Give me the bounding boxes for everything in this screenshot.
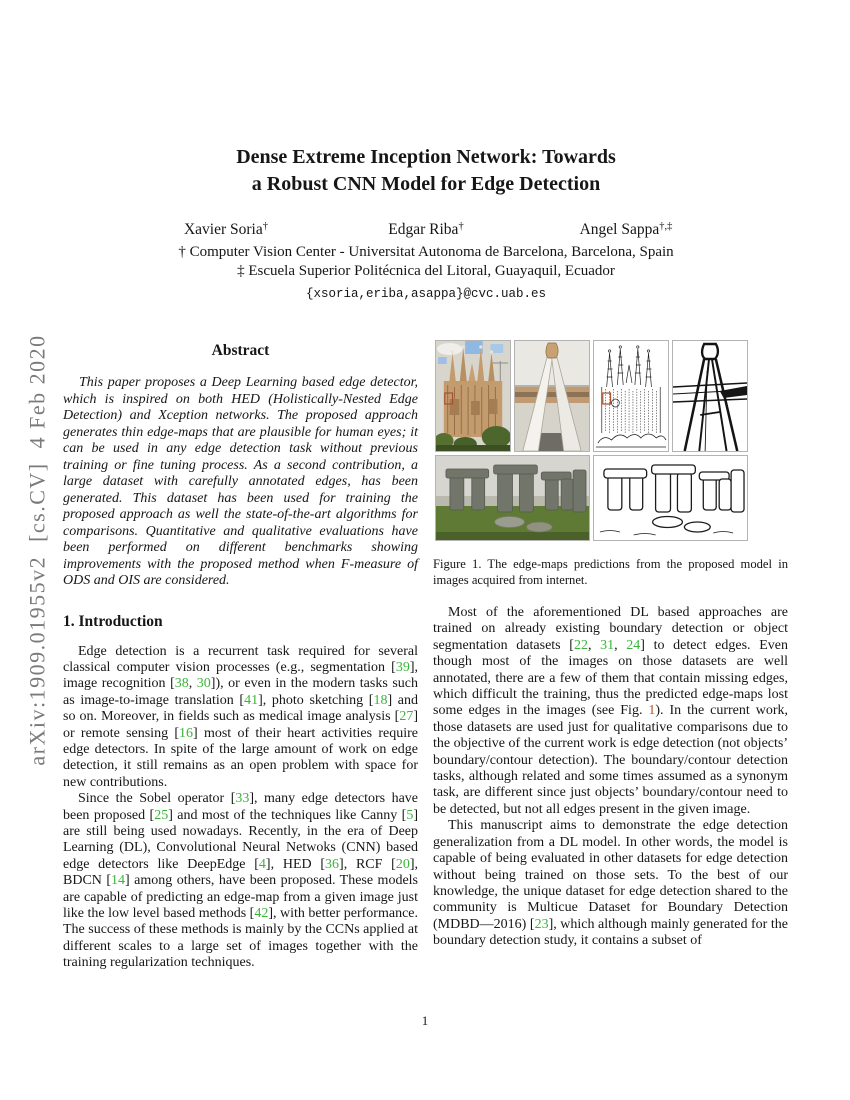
citation-link[interactable]: 18 <box>373 692 388 708</box>
citation-link[interactable]: 16 <box>179 725 194 741</box>
affiliation-1: † Computer Vision Center - Universitat Autonoma de Barcelona, Barcelona, Spain <box>178 244 674 260</box>
author-1 <box>126 221 326 239</box>
monument-edge-map <box>672 340 748 452</box>
right-column <box>433 340 788 972</box>
author-1-affil-mark: † <box>262 221 268 232</box>
author-3-name: Angel Sappa <box>579 221 660 238</box>
citation-link[interactable]: 22 <box>573 637 588 653</box>
body-paragraph-manuscript-aim: This manuscript aims to demonstrate the edge detection generalization from a DL model. In other words, the model is capable of being evaluated in other datasets for edge detection without being trained on those sets. To the best of our knowledge, the unique dataset for edge detection shared to the community is Multicue Dataset for Boundary Detection (MDBD—2016) [23], which although mainly generated for the boundary detection study, it contains a subset of <box>433 818 788 949</box>
affiliation-2: ‡ Escuela Superior Politécnica del Litoral, Guayaquil, Ecuador <box>237 262 615 279</box>
affiliations <box>63 243 789 280</box>
right-column-text <box>433 605 788 950</box>
citation-link[interactable]: 30 <box>196 676 211 692</box>
author-3-affil-mark: †,‡ <box>659 221 673 232</box>
author-3 <box>526 221 726 239</box>
abstract-heading: Abstract <box>211 342 270 359</box>
author-2 <box>326 221 526 239</box>
abstract-text: This paper proposes a Deep Learning based edge detector, which is inspired on both HED (Holistically-Nested Edge Detection) and Xception networks. The proposed approach generates thin edge-maps that are plausible for human eyes; it can be used in any edge detection task without previous training or fine tuning process. As a second contribution, a large dataset with carefully annotated edges, has been generated. This dataset has been used for training the proposed approach as well the state-of-the-art algorithms for comparisons. Quantitative and qualitative evaluations have been performed on different benchmarks showing improvements with the proposed method when F-measure of ODS and OIS are considered. <box>63 375 418 588</box>
intro-paragraph-1: Edge detection is a recurrent task required for several classical computer vision processes (e.g., segmentation [39], image recognition [38, 30]), or even in the modern tasks such as image-to-image translation [41], photo sketching [18] and so on. Moreover, in fields such as medical image analysis [27] or remote sensing [16] most of their heart activities require edge detectors. In spite of the large amount of work on edge detection, it still remains as an open problem with space for new contributions. <box>63 643 418 790</box>
monument-photo <box>514 340 590 452</box>
author-list <box>126 221 726 239</box>
citation-link[interactable]: 31 <box>600 637 615 653</box>
paper-title-line1: Dense Extreme Inception Network: Towards <box>236 146 616 168</box>
citation-link[interactable]: 24 <box>626 637 641 653</box>
paper-title-line2: a Robust CNN Model for Edge Detection <box>251 173 601 195</box>
arxiv-watermark: arXiv:1909.01955v2 [cs.CV] 4 Feb 2020 <box>25 334 50 766</box>
citation-link[interactable]: 36 <box>325 856 340 872</box>
citation-link[interactable]: 41 <box>244 692 259 708</box>
author-2-affil-mark: † <box>458 221 464 232</box>
figure-1-caption: Figure 1. The edge-maps predictions from the proposed model in images acquired from internet. <box>433 557 788 587</box>
citation-link[interactable]: 25 <box>154 807 169 823</box>
left-column <box>63 340 418 972</box>
figure-1-row-2 <box>435 455 748 541</box>
citation-link[interactable]: 33 <box>235 791 250 807</box>
sagrada-familia-photo <box>435 340 511 452</box>
citation-link[interactable]: 14 <box>111 873 126 889</box>
figure-1 <box>435 340 748 541</box>
citation-link[interactable]: 38 <box>174 676 189 692</box>
arxiv-watermark-area <box>8 0 68 1100</box>
sagrada-familia-edge-map <box>593 340 669 452</box>
citation-link[interactable]: 42 <box>254 906 269 921</box>
citation-link[interactable]: 20 <box>395 856 410 872</box>
author-2-name: Edgar Riba <box>388 221 459 238</box>
stonehenge-edge-map <box>593 455 748 541</box>
two-column-body <box>63 340 789 972</box>
stonehenge-photo <box>435 455 590 541</box>
page-number: 1 <box>421 1013 429 1028</box>
authors-email: {xsoria,eriba,asappa}@cvc.uab.es <box>305 287 547 301</box>
page-content <box>63 0 789 972</box>
citation-link[interactable]: 4 <box>258 856 266 872</box>
citation-link[interactable]: 5 <box>406 807 414 823</box>
figure-1-row-1 <box>435 340 748 452</box>
paper-title <box>63 144 789 198</box>
intro-paragraph-2: Since the Sobel operator [33], many edge detectors have been proposed [25] and most of the techniques like Canny [5] are still being used nowadays. Recently, in the era of Deep Learning (DL), Convolutional Neural Netwoks (CNN) based edge detectors like DeepEdge [4], HED [36], RCF [20], BDCN [14] among others, have been proposed. These models are capable of predicting an edge-map from a given image just like the low level based methods [42], with better performance. The success of these methods is mainly by the CCNs applied at different scales to a large set of images together with the training regularization techniques. <box>63 791 418 971</box>
section-heading-introduction: 1. Introduction <box>63 612 163 630</box>
author-1-name: Xavier Soria <box>183 221 263 238</box>
citation-link[interactable]: 27 <box>399 709 414 725</box>
body-paragraph-datasets: Most of the aforementioned DL based approaches are trained on already existing boundary detection or object segmentation datasets [22, 31, 24] to detect edges. Even though most of the images on those datasets are well annotated, there are a few of them that contain missing edges, which difficult the training, thus the predicted edge-maps lost some edges in the images (see Fig. 1). In the current work, those datasets are used just for qualitative comparisons due to the objective of the current work is edge detection (not objects’ boundary/contour detection). The boundary/contour detection tasks, although related and some times assumed as a synonym task, are different since just objects’ boundary/contour need to be detected, but not all edges present in the given image. <box>433 605 788 817</box>
citation-link[interactable]: 23 <box>534 916 549 932</box>
citation-link[interactable]: 39 <box>395 659 410 675</box>
figure-reference-link[interactable]: 1 <box>648 703 656 719</box>
